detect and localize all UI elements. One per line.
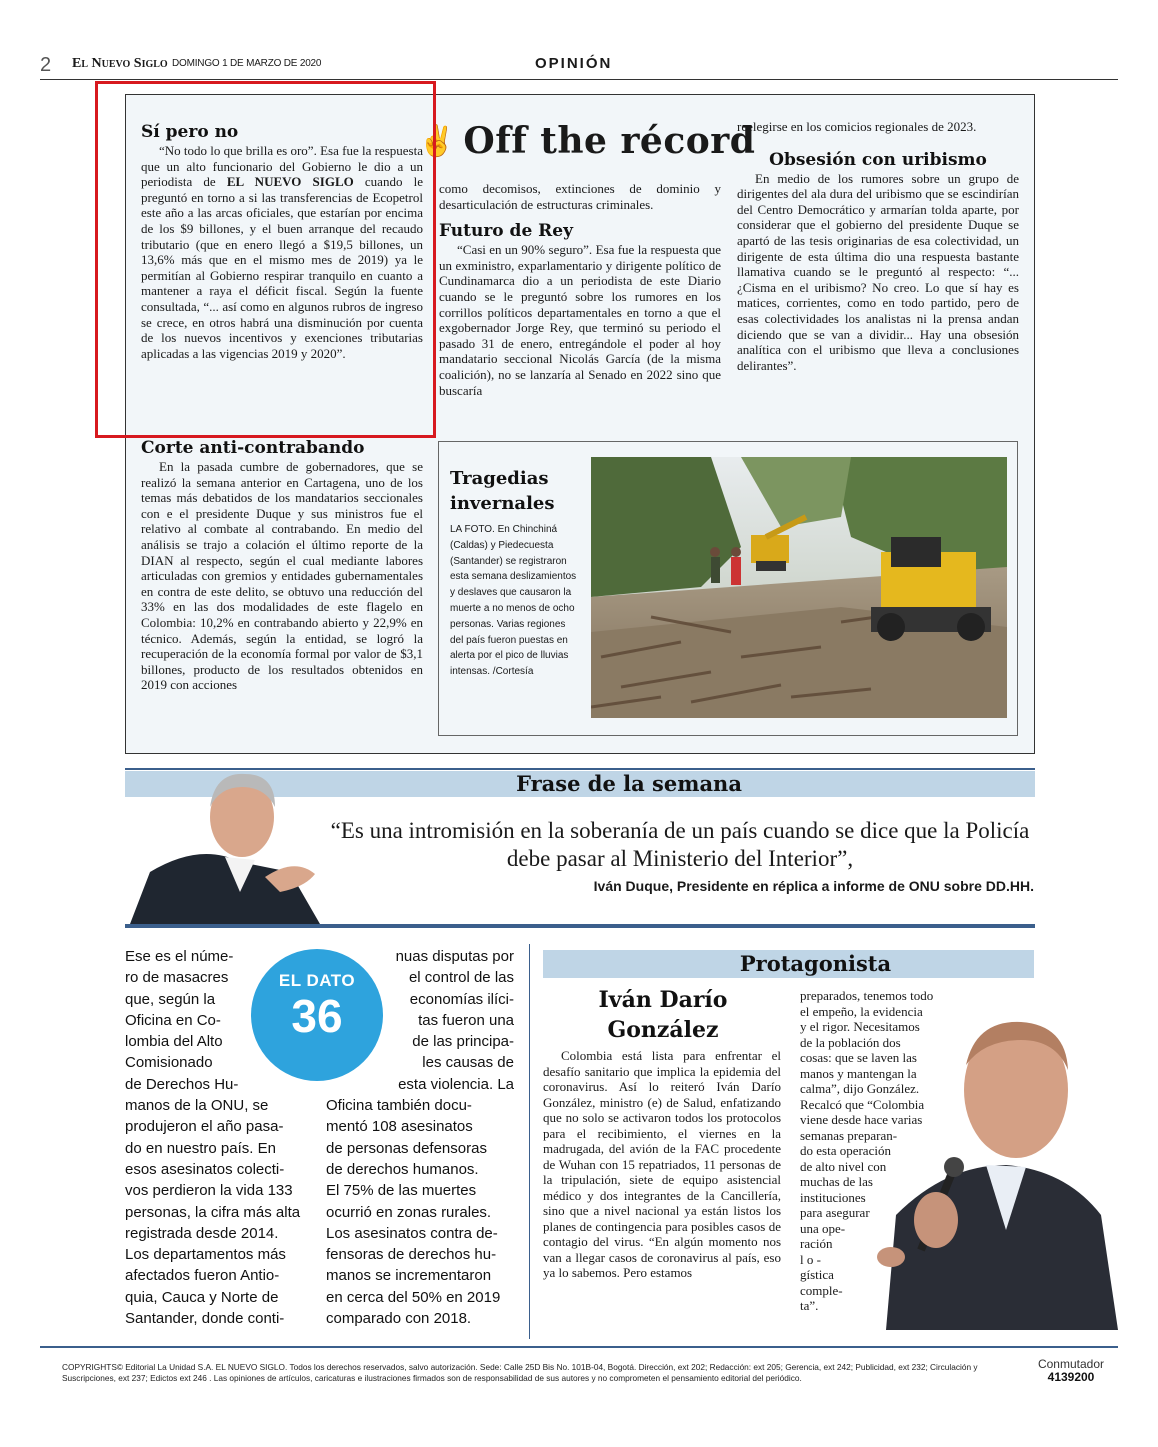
column-divider: [529, 944, 530, 1339]
article-body: En medio de los rumores sobre un grupo de dirigentes del ala dura del uribismo que se escindirían del Centro Democrático y armarían tolda aparte, por considerar que el gobierno del presidente Duque se apartó de las tesis originarias de esa colectividad, un dirigente de esta última dio una respuesta bastante llamativa cuando se le preguntó al respecto: “... ¿Cisma en el uribismo? No creo. Lo que sí hay es matices, corrientes, como en todo partido, pero de esas colectividades los analistas ni la prensa andan diciendo que se van a dividir... Hay una obsesión analítica con el uribismo que lleva a conclusiones delirantes”.: [737, 170, 1019, 373]
text-line: ración: [800, 1236, 833, 1251]
text-line: ta”.: [800, 1298, 819, 1313]
text-line: nuas disputas por: [395, 948, 514, 965]
text-line: personas, la cifra más alta: [125, 1203, 301, 1221]
text-line: de la población dos: [800, 1034, 901, 1050]
frase-quote: “Es una intromisión en la soberanía de un país cuando se dice que la Policía debe pasar al Ministerio del Interior”,: [330, 818, 1030, 871]
text-line: instituciones: [800, 1189, 866, 1205]
text-line: do esta operación: [800, 1143, 891, 1158]
text-line: semanas preparan-: [800, 1127, 898, 1143]
frase-bottom-rule: [125, 924, 1035, 928]
text-line: Los asesinatos contra de-: [326, 1224, 498, 1242]
article-heading: Obsesión con uribismo: [769, 149, 987, 170]
off-the-record-title: Off the récord: [463, 120, 756, 162]
footer-rule: [40, 1346, 1118, 1348]
red-highlight-frame: [95, 81, 436, 438]
text-line: comple-: [800, 1282, 843, 1298]
text-line: afectados fueron Antio-: [125, 1267, 280, 1285]
publication-date: DOMINGO 1 DE MARZO DE 2020: [172, 58, 322, 69]
photo-caption-block: [450, 466, 580, 680]
text-line: registrada desde 2014.: [125, 1224, 279, 1242]
bulldozer-shape: [871, 537, 991, 641]
text-line: preparados, tenemos todo: [800, 988, 934, 1003]
article-body: “No todo lo que brilla es oro”. Esa fue la respuesta que un alto funcionario del Gobierno le dio a un periodista de EL NUEVO SIGLO cuando le preguntó en torno a si las transferencias de Ecopetrol este año a las arcas oficiales, que estarían por encima de los $9 billones, y el buen arranque del recaudo tributario (que en enero llegó a $19,5 billones, un 13,6% más que en el mismo mes de 2019) ya le permitían al Gobierno respirar tranquilo en cuanto a mantener a raya el déficit fiscal. Según la fuente consultada, “... así como en algunos rubros de ingreso se crece, en otros habrá una disminución por cuenta de los nuevos incentivos y exenciones tributarias aplicadas a las vigencias 2019 y 2020”.: [141, 143, 423, 361]
text-line: cosas: que se laven las: [800, 1050, 917, 1065]
text-line: esos asesinatos colecti-: [125, 1160, 285, 1178]
article-obsesion-con-uribismo: [737, 119, 1019, 373]
article-continuation: como decomisos, extinciones de dominio y desarticulación de estructuras criminales.: [439, 181, 721, 212]
text-line: de personas defensoras: [326, 1139, 487, 1157]
text-line: Ese es el núme-: [125, 948, 234, 965]
text-line: y el rigor. Necesitamos: [800, 1019, 920, 1034]
text-line: para asegurar: [800, 1205, 870, 1220]
article-corte-anti-contrabando: [141, 437, 423, 693]
text-line: Los departamentos más: [125, 1246, 286, 1264]
text-line: una ope-: [800, 1220, 846, 1236]
dato-label: EL DATO: [278, 971, 356, 990]
text-line: les causas de: [422, 1054, 514, 1072]
text-line: de Derechos Hu-: [125, 1075, 239, 1093]
text-line: en cerca del 50% en 2019: [326, 1288, 501, 1306]
footer-copyright: COPYRIGHTS© Editorial La Unidad S.A. EL NUEVO SIGLO. Todos los derechos reservados, salvo autorización. Sede: Calle 25D Bis No. 101B-04, Bogotá. Dirección, ext 202; Redacción: ext 205; Gerencia, ext 242; Publicidad, ext 232; Circulación y Suscripciones, ext 237; Edictos ext 246 . Las opiniones de artículos, caricaturas e ilustraciones firmados son de responsabilidad de sus autores y no comprometen el pensamiento editorial del periódico.: [62, 1362, 978, 1383]
text-line: economías ilíci-: [409, 990, 514, 1008]
text-line: Oficina en Co-: [125, 1011, 221, 1029]
text-line: el empeño, la evidencia: [800, 1003, 923, 1019]
frase-attribution: Iván Duque, Presidente en réplica a informe de ONU sobre DD.HH.: [593, 878, 1034, 894]
text-line: fensoras de derechos hu-: [326, 1246, 497, 1264]
text-line: l o -: [800, 1251, 821, 1267]
text-line: Oficina también docu-: [326, 1097, 472, 1115]
protagonista-title: Protagonista: [739, 951, 892, 976]
landslide-photo: [591, 457, 1007, 718]
text-line: Comisionado: [125, 1054, 213, 1072]
text-line: de alto nivel con: [800, 1158, 887, 1174]
article-heading: Sí pero no: [141, 122, 239, 142]
text-line: manos y mantengan la: [800, 1065, 917, 1081]
article-futuro-de-rey: [439, 181, 721, 398]
text-line: lombia del Alto: [125, 1033, 223, 1051]
article-body: En la pasada cumbre de gobernadores, que se realizó la semana anterior en Cartagena, uno de los temas más debatidos de los mandatarios seccionales con e el presidente Duque y sus ministros fue el relativo al combate al contrabando. En medio del análisis se trajo a colación el último reporte de la DIAN al respecto, según el cual mediante labores articuladas con gremios y entidades gubernamentales en contra de este delito, se obtuvo una reducción del 33% en las dos modalidades de este flagelo en Colombia: 10,2% en contrabando abierto y 22,9% en técnico. Además, según la entidad, se logró la recuperación de la economía formal por valor de $3,1 billones, producto de los resultados obtenidos en 2019 con acciones: [141, 459, 423, 693]
text-line: que, según la: [125, 990, 216, 1008]
text-line: El 75% de las muertes: [326, 1182, 477, 1200]
text-line: vos perdieron la vida 133: [125, 1182, 293, 1200]
text-line: tas fueron una: [418, 1011, 514, 1029]
protagonista-body: Colombia está lista para enfrentar el desafío sanitario que implica la epidemia del coronavirus. Así lo reiteró Iván Darío González, ministro (e) de Salud, enfatizando que no solo se activaron todos los protocolos para el recibimiento, el viernes en la madrugada, del avión de la FAC procedente de Wuhan con 15 repatriados, 11 personas de la tripulación, siete de equipo asistencial médico y dos integrantes de la Cancillería, sino que a nivel nacional ya están listos los planes de contingencia para posibles casos de contagio del virus. “En algún momento nos van a llegar casos de coronavirus al país, eso ya lo sabemos. Pero estamos: [543, 1048, 781, 1280]
text-line: do en nuestro país. En: [125, 1139, 276, 1157]
section-title: OPINIÓN: [535, 55, 613, 72]
text-line: esta violencia. La: [398, 1075, 514, 1093]
text-line: comparado con 2018.: [326, 1310, 472, 1328]
peace-hand-icon: ✌: [418, 124, 456, 158]
header-rule: [40, 79, 1118, 80]
text-line: ocurrió en zonas rurales.: [326, 1203, 492, 1221]
article-body: “Casi en un 90% seguro”. Esa fue la respuesta que un exministro, exparlamentario y dirigente político de Cundinamarca dio a un periodista de este Diario cuando se le preguntó sobre los rumores en los corrillos políticos departamentales en torno a que el exgobernador Jorge Rey, que terminó su periodo el pasado 31 de enero, entregándole el poder al hoy mandatario seccional Nicolás García (de la misma coalición), no se lanzaría al Senado en 2022 sino que buscaría: [439, 242, 721, 398]
conmutador: Conmutador 4139200: [1037, 1357, 1105, 1384]
dato-circle: [251, 949, 383, 1081]
text-line: quia, Cauca y Norte de: [125, 1288, 279, 1306]
text-line: gística: [800, 1267, 834, 1282]
masthead: El Nuevo Siglo: [72, 56, 168, 71]
text-line: calma”, dijo González.: [800, 1081, 920, 1096]
text-line: de las principa-: [412, 1033, 514, 1051]
text-line: muchas de las: [800, 1174, 873, 1189]
text-line: de derechos humanos.: [326, 1160, 479, 1178]
photo-caption: LA FOTO. En Chinchiná (Caldas) y Piedecuesta (Santander) se registraron esta semana deslizamientos y deslaves que causaron la muerte a no menos de ocho personas. Varias regiones del país fueron puestas en alerta por el pico de lluvias intensas. /Cortesía: [450, 524, 577, 678]
article-continuation: reelegirse en los comicios regionales de 2023.: [737, 119, 977, 134]
text-line: manos se incrementaron: [326, 1267, 492, 1285]
article-heading: Corte anti-contrabando: [141, 438, 365, 458]
off-the-record-header: [418, 120, 755, 162]
photo-heading: Tragedias invernales: [450, 468, 555, 514]
text-line: Recalcó que “Colombia: [800, 1096, 925, 1112]
duque-photo: [130, 762, 360, 924]
frase-title: Frase de la semana: [516, 771, 742, 796]
dato-number: 36: [291, 990, 343, 1042]
text-line: ro de masacres: [125, 969, 229, 987]
protagonista-body-right: [800, 988, 980, 1314]
text-line: viene desde hace varias: [800, 1112, 923, 1127]
text-line: el control de las: [408, 969, 514, 987]
text-line: manos de la ONU, se: [125, 1097, 269, 1115]
protagonista-name: Iván Darío González: [598, 987, 728, 1043]
text-line: mentó 108 asesinatos: [326, 1118, 473, 1136]
article-heading: Futuro de Rey: [439, 221, 573, 242]
text-line: Santander, donde conti-: [125, 1310, 285, 1328]
page-number: 2: [40, 54, 52, 76]
text-line: produjeron el año pasa-: [125, 1118, 284, 1136]
